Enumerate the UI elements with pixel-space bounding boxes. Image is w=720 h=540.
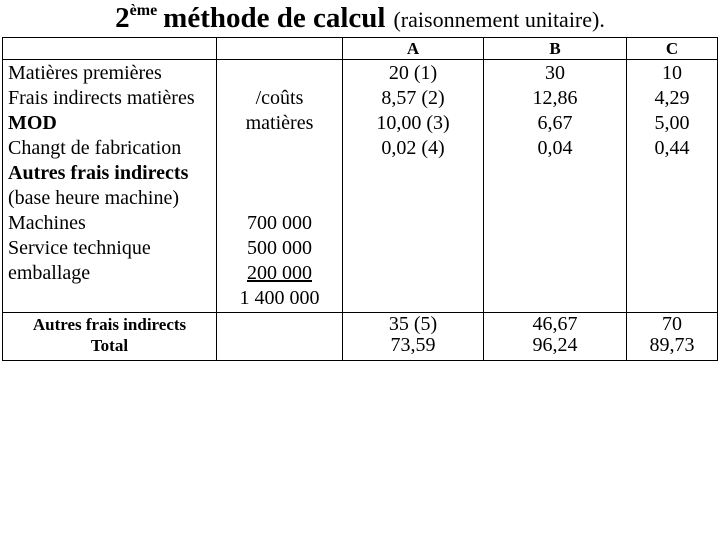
b-value: 12,86 [532,87,578,109]
header-a: A [343,38,484,60]
label-mod: MOD [8,112,57,134]
base-cell [217,161,342,186]
c-value: 10 [662,62,682,84]
total-b-cell [484,313,627,361]
total-c-cell [627,313,718,361]
column-b [484,60,627,313]
cost-table [2,37,718,361]
c-value: 0,44 [654,137,690,159]
total-base-cell [217,313,343,361]
b-value: 0,04 [537,137,573,159]
total-a-total: 73,59 [390,334,436,356]
base-cell [217,136,342,161]
column-a [343,60,484,313]
total-label-total: Total [90,336,129,355]
base-service-technique-value: 500 000 [247,237,312,259]
header-c: C [627,38,718,60]
page-title [0,4,720,37]
a-value: 8,57 (2) [381,87,445,109]
label-changt-fabrication: Changt de fabrication [8,137,182,159]
label-base-heure-machine: (base heure machine) [8,187,180,209]
a-value: 20 (1) [388,62,438,84]
table-body-row [3,60,718,313]
table-header-row [3,38,718,60]
title-subtitle: (raisonnement unitaire). [393,7,605,32]
base-cell [217,61,342,86]
total-label-autres-frais: Autres frais indirects [32,315,187,334]
total-a-cell [343,313,484,361]
total-b-autres: 46,67 [532,313,578,335]
base-total-value: 1 400 000 [239,287,320,309]
title-number: 2 [115,2,130,34]
total-c-autres: 70 [662,313,682,335]
a-value: 0,02 (4) [381,137,445,159]
total-b-total: 96,24 [532,334,578,356]
label-autres-frais-indirects: Autres frais indirects [8,162,189,184]
base-cell: /coûts [255,87,304,109]
base-column [217,60,343,313]
c-value: 5,00 [654,112,690,134]
label-machines: Machines [8,212,86,234]
label-service-technique: Service technique [8,237,151,259]
label-frais-indirects-matieres: Frais indirects matières [8,87,195,109]
header-label-cell [3,38,217,60]
base-machines-value: 700 000 [247,212,312,234]
b-value: 30 [545,62,565,84]
total-label-cell [3,313,217,361]
label-column [3,60,217,313]
c-value: 4,29 [654,87,690,109]
title-main-text: méthode de calcul [163,2,386,34]
base-cell [217,186,342,211]
base-emballage-value: 200 000 [247,262,312,284]
label-matieres-premieres: Matières premières [8,62,162,84]
total-c-total: 89,73 [649,334,695,356]
header-b: B [484,38,627,60]
header-base-cell [217,38,343,60]
label-emballage: emballage [8,262,91,284]
b-value: 6,67 [537,112,573,134]
column-c [627,60,718,313]
total-a-autres: 35 (5) [388,313,438,335]
a-value: 10,00 (3) [376,112,450,134]
title-superscript: ème [129,2,158,19]
base-cell: matières [245,112,314,134]
table-total-row [3,313,718,361]
